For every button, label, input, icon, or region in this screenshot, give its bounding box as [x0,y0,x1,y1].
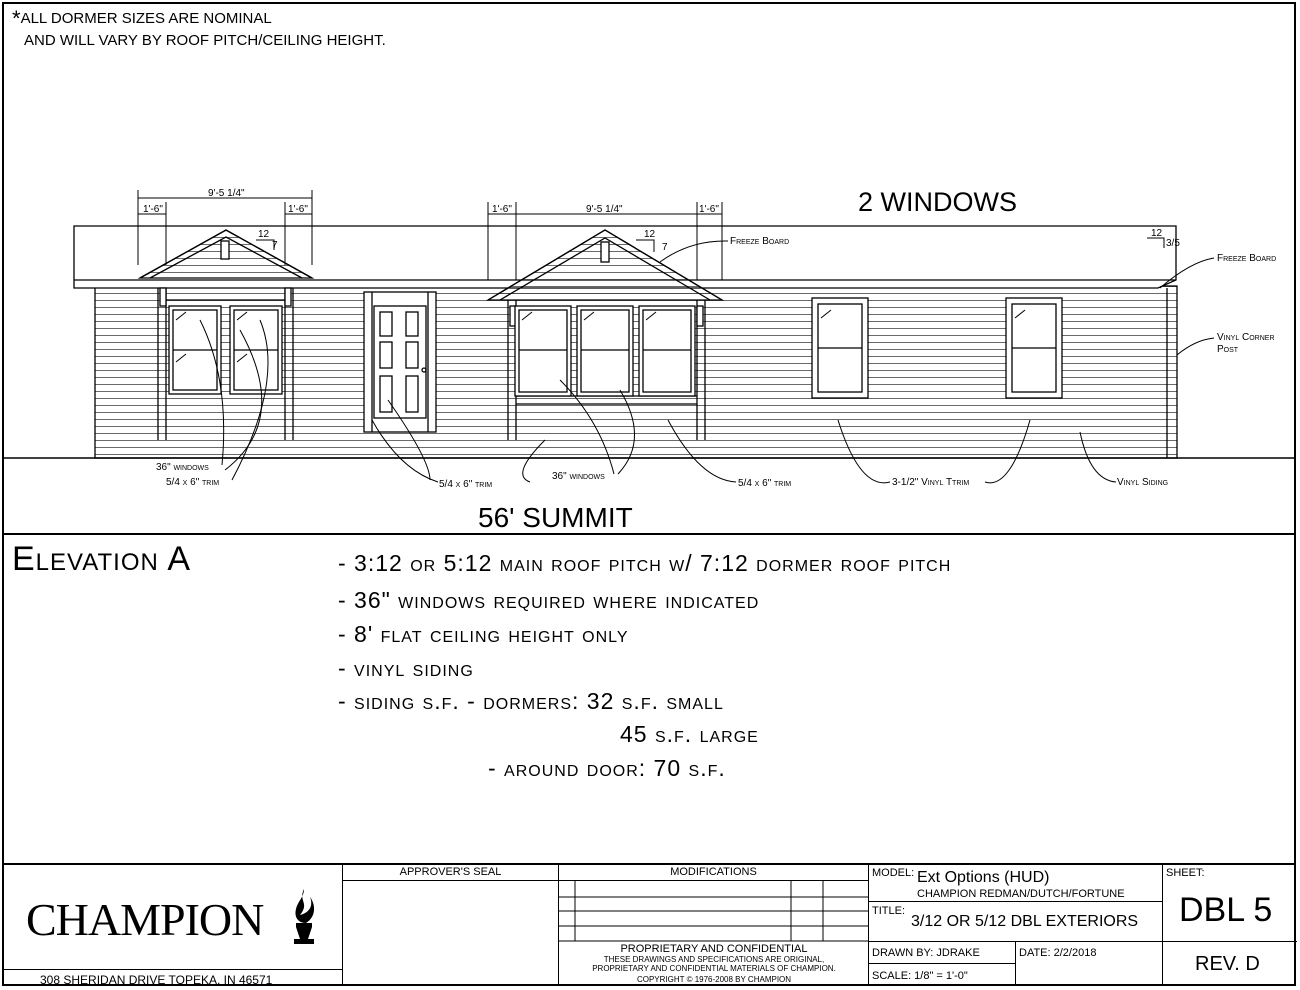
copyright: COPYRIGHT © 1976-2008 BY CHAMPION [636,975,792,984]
dim-overhang-3: 1'-6" [492,204,512,215]
callout-freeze-board-1: Freeze Board [730,236,790,247]
callout-vinyl-trim: 3-1/2" Vinyl Ttrim [892,477,970,488]
dim-dormer2-width: 9'-5 1/4" [586,204,623,215]
proprietary-line-1: THESE DRAWINGS AND SPECIFICATIONS ARE ORIGINAL, [603,955,825,964]
pitch-rise-2: 7 [662,242,668,253]
title-label: TITLE: [872,905,906,917]
callout-trim-2: 5/4 x 6" trim [439,479,493,490]
spec-line-3: - 8' flat ceiling height only [338,621,629,647]
torch-icon [288,887,320,947]
pitch-rise-1: 7 [272,240,278,251]
callout-trim-3: 5/4 x 6" trim [738,478,792,489]
modifications-table [559,881,869,943]
callout-36-windows-1: 36" windows [156,462,209,473]
pitch-run-3: 12 [1151,228,1163,239]
model-info-block [868,865,1162,986]
approvers-seal-label: APPROVER'S SEAL [343,865,558,881]
dim-overhang-1: 1'-6" [143,204,163,215]
spec-line-2: - 36" windows required where indicated [338,587,760,613]
dim-overhang-4: 1'-6" [699,204,719,215]
proprietary-title: PROPRIETARY AND CONFIDENTIAL [620,943,808,955]
callout-36-windows-2: 36" windows [552,471,605,482]
modifications-label: MODIFICATIONS [559,865,868,881]
drawing-date: DATE: 2/2/2018 [1019,947,1097,959]
elevation-title: Elevation A [12,540,192,578]
callout-freeze-board-2: Freeze Board [1217,253,1277,264]
model-sub: CHAMPION REDMAN/DUTCH/FORTUNE [917,888,1125,900]
model-caption: 56' SUMMIT [478,502,633,533]
windows-count-label: 2 WINDOWS [858,187,1017,217]
company-block [4,865,342,986]
title-value: 3/12 OR 5/12 DBL EXTERIORS [911,913,1139,930]
drawing-scale: SCALE: 1/8" = 1'-0" [872,970,968,982]
revision: REV. D [1195,953,1260,975]
callout-corner-post-2: Post [1217,344,1239,355]
approvers-seal-block [342,865,558,986]
spec-line-1: - 3:12 or 5:12 main roof pitch w/ 7:12 dormer roof pitch [338,550,952,576]
dim-dormer1-width: 9'-5 1/4" [208,188,245,199]
model-label: MODEL: [872,867,915,879]
modifications-block [558,865,868,986]
sheet-value: DBL 5 [1179,891,1273,929]
dormer-note: *ALL DORMER SIZES ARE NOMINAL AND WILL VARY BY ROOF PITCH/CEILING HEIGHT. [12,6,386,49]
company-address: 308 SHERIDAN DRIVE TOPEKA, IN 46571 [40,973,273,987]
sheet-block [1162,865,1296,986]
pitch-rise-3: 3/5 [1166,238,1180,249]
callout-corner-post-1: Vinyl Corner [1217,332,1275,343]
spec-line-4: - vinyl siding [338,655,474,681]
spec-line-6: 45 s.f. large [620,721,759,747]
dim-overhang-2: 1'-6" [288,204,308,215]
spec-line-7: - around door: 70 s.f. [488,755,726,781]
company-logo: CHAMPION [26,894,264,945]
proprietary-line-2: PROPRIETARY AND CONFIDENTIAL MATERIALS OF CHAMPION. [592,964,836,973]
pitch-run-1: 12 [258,229,270,240]
model-value: Ext Options (HUD) [917,869,1050,886]
section-divider [2,533,1296,535]
callout-trim-1: 5/4 x 6" trim [166,477,220,488]
callout-vinyl-siding: Vinyl Siding [1117,477,1169,488]
sheet-label: SHEET: [1166,867,1205,879]
spec-line-5: - siding s.f. - dormers: 32 s.f. small [338,688,724,714]
pitch-run-2: 12 [644,229,656,240]
drawn-by: DRAWN BY: JDRAKE [872,947,980,959]
